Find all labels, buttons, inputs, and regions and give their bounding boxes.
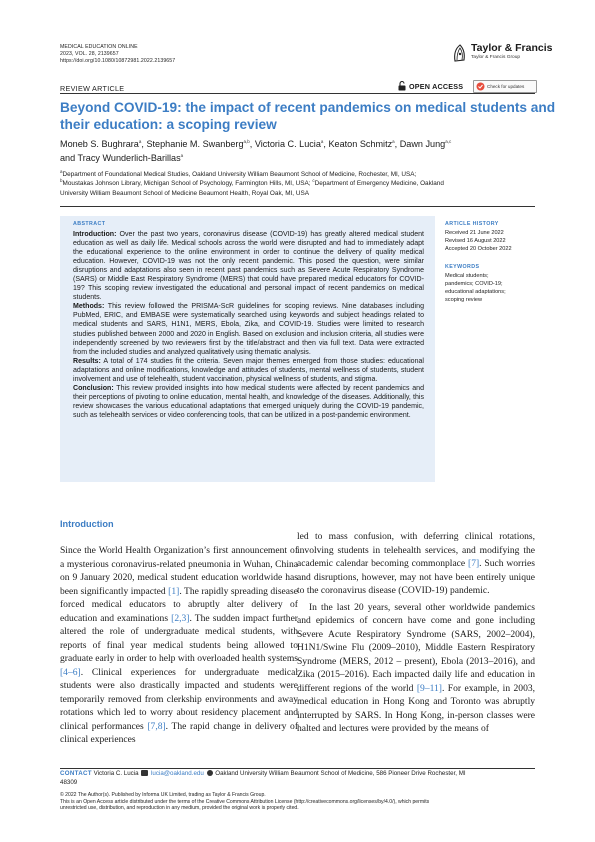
author-3[interactable]: Victoria C. Lucia	[254, 139, 321, 149]
contact-email[interactable]: lucia@oakland.edu	[151, 770, 204, 777]
abstract-conclusion-label: Conclusion:	[73, 384, 114, 392]
check-updates-label: Check for updates	[487, 84, 525, 89]
article-title	[60, 99, 555, 133]
abstract-intro: Over the past two years, coronavirus disease (COVID-19) has greatly altered medical student education as well as daily life. Medical schools across the world were disrupted and had to immediately adapt the educational experience to the online environment in order to continue the delivery of quality medical education. However, COVID-19 was not the only recent pandemic. This posed the question, were similar disruptions and adaptations also seen in recent past pandemics such as Severe Acute Respiratory Syndrome (SARS) or Middle East Respiratory Syndrome (MERS) that could have prepared medical educators for COVID-19? This scoping review investigated the educational and personal impact of recent pandemics on medical students.	[73, 231, 425, 302]
keyword-line-1: Medical students;	[445, 273, 489, 279]
author-1[interactable]: Moneb S. Bughrara	[60, 139, 139, 149]
contact-rule	[60, 768, 535, 769]
contact-block	[60, 770, 540, 787]
history-received: Received 21 June 2022	[445, 230, 504, 236]
history-revised: Revised 16 August 2022	[445, 238, 506, 244]
doi-link[interactable]: https://doi.org/10.1080/10872981.2022.2139657	[60, 58, 176, 64]
publisher-logo	[452, 42, 553, 66]
copyright-notice: © 2022 The Author(s). Published by Informa UK Limited, trading as Taylor & Francis Group.	[60, 792, 266, 798]
license-line-2: unrestricted use, distribution, and reproduction in any medium, provided the original work is properly cited.	[60, 805, 299, 812]
affiliation-b: Moustakas Johnson Library, Michigan School of Psychology, Farmington Hills, MI, USA;	[62, 180, 313, 188]
author-4[interactable]: Keaton Schmitz	[328, 139, 393, 149]
abstract-methods-label: Methods:	[73, 303, 105, 311]
affiliation-rule	[60, 206, 535, 207]
abstract-results-label: Results:	[73, 357, 101, 365]
body-column-left: Since the World Health Organization’s first announcement of a mysterious coronavirus-related pneumonia in Wuhan, China on 9 January 2020, medical student education worldwide has been significantly impacted [1]. The rapidly spreading disease forced medical educators to abruptly alter delivery of education and examinations [2,3]. The sudden impact further altered the role of undergraduate medical students, with reports of final year medical students being allowed to graduate early in order to help with overloaded health systems [4–6]. Clinical experiences for undergraduate medical students were also drastically impacted and students were temporarily removed from clerkship environments and away rotations which led to worry about residency placement and clinical performances [7,8]. The rapid change in delivery of clinical experiences	[60, 545, 298, 745]
keyword-line-4: scoping review	[445, 297, 482, 303]
keyword-line-2: pandemics; COVID-19;	[445, 281, 503, 287]
history-accepted: Accepted 20 October 2022	[445, 246, 512, 252]
affiliation-c-cont: University William Beaumont School of Medicine Beaumont Health, Royal Oak, MI, USA	[60, 189, 309, 197]
keyword-line-3: educational adaptations;	[445, 289, 506, 295]
author-6[interactable]: Tracy Wunderlich-Barillas	[77, 152, 181, 163]
abstract-intro-label: Introduction:	[73, 231, 117, 238]
footer	[60, 792, 540, 812]
abstract-heading: ABSTRACT	[73, 221, 106, 227]
abstract-conclusion: This review provided insights into how medical students were affected by recent pandemics and their perceptions of pivoting to online education, mental health, and knowledge of the diseases. Additionally, this review showcases the various educational adaptations that emerged uniquely during the COVID-19 pandemic, such as telehealth services or video conferencing tools, that can be utilized in a post-pandemic environment.	[73, 384, 424, 419]
address-icon	[207, 770, 213, 776]
title-line-1: Beyond COVID-19: the impact of recent pandemics on medical students and	[60, 100, 556, 115]
section-label: REVIEW ARTICLE	[60, 84, 125, 93]
header-rule	[60, 93, 535, 94]
body-column-right: led to mass confusion, with deferring clinical rotations, involving students in telehealth services, and modifying the academic calendar becoming commonplace [7]. Such worries and disruptions, however, may not have been entirely unique to the coronavirus disease (COVID-19) pandemic. In the last 20 years, several other worldwide pandemics and epidemics of concern have come and gone including Severe Acute Respiratory Syndrome (SARS, 2002–2004), H1N1/Swine Flu (2009–2010), Middle Eastern Respiratory Syndrome (MERS, 2012 – present), Ebola (2013–2016), and Zika (2015–2016). Each impacted daily life and education in different regions of the world [9–11]. For example, in 2003, medical education in Hong Kong and Toronto was abruptly interrupted by SARS. In Hong Kong, in-person classes were halted and lectures were provided by the means of	[297, 531, 536, 734]
keywords	[445, 264, 540, 304]
open-lock-icon	[398, 81, 406, 91]
contact-name: Victoria C. Lucia	[93, 770, 139, 777]
abstract-body	[73, 230, 424, 420]
journal-name: MEDICAL EDUCATION ONLINE	[60, 44, 138, 50]
taylor-francis-icon	[452, 43, 468, 63]
contact-zip: 48309	[60, 778, 78, 786]
affiliation-a: Department of Foundational Medical Studies, Oakland University William Beaumont School of Medicine, Rochester, MI, USA;	[62, 171, 417, 178]
history-heading: ARTICLE HISTORY	[445, 221, 499, 227]
journal-volume: 2023, VOL. 28, 2139657	[60, 51, 119, 57]
author-5[interactable]: Dawn Jung	[399, 139, 446, 149]
license-line-1: This is an Open Access article distributed under the terms of the Creative Commons Attribution License (http://creativecommons.org/licenses/by/4.0/), which permits	[60, 798, 430, 805]
open-access-label: OPEN ACCESS	[409, 81, 464, 91]
author-2[interactable]: Stephanie M. Swanberg	[146, 139, 244, 149]
check-updates-button[interactable]	[473, 80, 537, 93]
title-line-2: their education: a scoping review	[60, 117, 277, 132]
contact-label: CONTACT	[60, 770, 92, 777]
crossmark-icon	[476, 82, 485, 91]
abstract-results: A total of 174 studies fit the criteria. Seven major themes emerged from those studies: educational adaptations and online modifications, knowledge and attitudes of students, mental wellness of students, student involvement and use of telehealth, student vaccination, physical wellness of students, and stigma.	[73, 357, 424, 383]
intro-heading: Introduction	[60, 519, 114, 529]
contact-address: Oakland University William Beaumont School of Medicine, 586 Pioneer Drive Rochester, MI	[215, 770, 466, 777]
keywords-heading: KEYWORDS	[445, 264, 480, 270]
open-access-badge	[398, 81, 463, 91]
publisher-name: Taylor & Francis	[471, 42, 553, 54]
affiliations: $^a$Department of Foundational Medical Studies, Oakland University William Beaumont School of Medicine, Rochester, MI, USA; $^b$Moustakas Johnson Library, Michigan School of Psychology, Farmington Hills, MI, USA; $^c$Department of Emergency Medicine, Oakland University William Beaumont School of Medicine Beaumont Health, Royal Oak, MI, USA	[60, 170, 540, 198]
email-icon	[141, 770, 148, 776]
article-history	[445, 221, 540, 253]
abstract-methods: This review followed the PRISMA-ScR guidelines for scoping reviews. Nine databases including PubMed, ERIC, and EMBASE were systematically searched using keywords and subject headings related to medical students and SARS, H1N1, MERS, Ebola, Zika, and COVID-19. Studies were limited to research studies published between 2000 and 2020 in English. Based on exclusion and inclusion criteria, all studies were independently screened by two reviewers first by the title/abstract and then via full text. Data were extracted from the included studies and analyzed qualitatively using thematic analysis.	[73, 303, 424, 356]
publisher-group: Taylor & Francis Group	[471, 55, 521, 60]
affiliation-c: Department of Emergency Medicine, Oakland	[314, 180, 444, 188]
author-list: Moneb S. Bughrara$^a$, Stephanie M. Swanberg$^{a,b}$, Victoria C. Lucia$^a$, Keaton Schmitz$^a$, Dawn Jung$^{a,c}$ and Tracy Wunderlich-Barillas$^a$	[60, 138, 452, 163]
